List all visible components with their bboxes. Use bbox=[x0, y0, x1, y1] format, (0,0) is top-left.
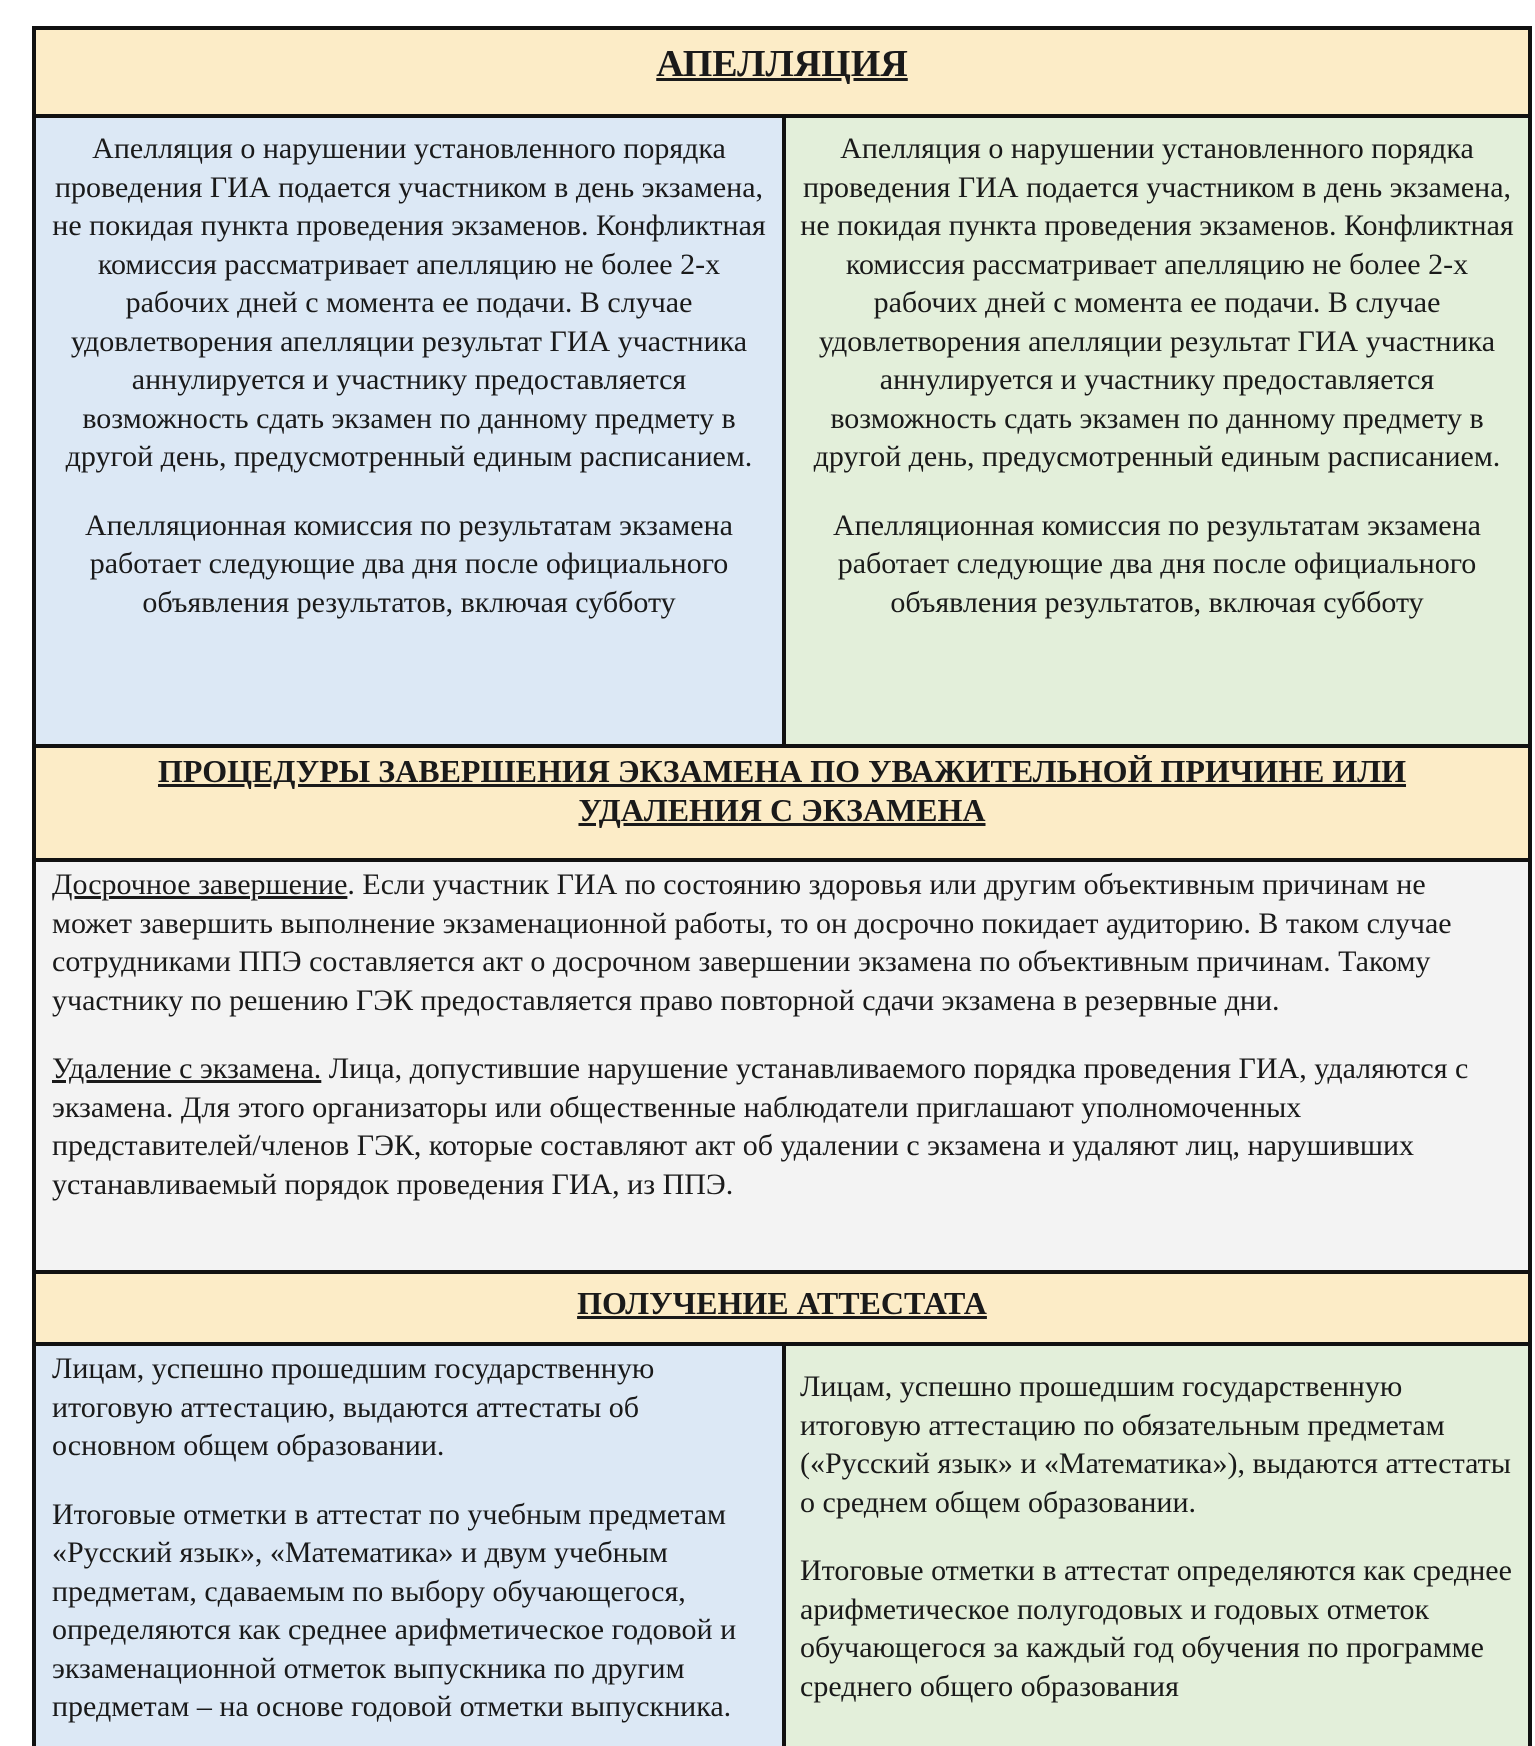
divider bbox=[782, 1346, 786, 1746]
removal-text: Лица, допустившие нарушение устанавливаемого порядка проведения ГИА, удаляются с экзамена. Для этого организаторы или общественные наблюдатели приглашают уполномоченных представителей/членов ГЭК, которые составляют акт об удалении с экзамена и удаляют лиц, нарушивших устанавливаемый порядок проведения ГИА, из ППЭ. bbox=[52, 1052, 1469, 1201]
procedures-cell bbox=[36, 862, 1528, 1274]
removal-label: Удаление с экзамена. bbox=[52, 1052, 322, 1085]
appeal-left-cell bbox=[36, 118, 782, 748]
divider bbox=[782, 118, 786, 748]
appeal-header bbox=[36, 30, 1528, 118]
appeal-left-paragraph-2: Апелляционная комиссия по результатам экзамена работает следующие два дня после официального объявления результатов, включая субботу bbox=[85, 508, 733, 619]
removal-paragraph bbox=[52, 1050, 1512, 1204]
info-table bbox=[32, 26, 1532, 1746]
certificate-left-paragraph-2: Итоговые отметки в аттестат по учебным предметам «Русский язык», «Математика» и двум учебным предметам, сдаваемым по выбору обучающегося, определяются как среднее арифметическое годовой и экзаменационной отметок выпускника по другим предметам – на основе годовой отметки выпускника. bbox=[52, 1497, 737, 1723]
certificate-right-cell bbox=[786, 1346, 1528, 1746]
certificate-right-paragraph-1: Лицам, успешно прошедшим государственную итоговую аттестацию по обязательным предметам («Русский язык» и «Математика»), выдаются аттестаты о среднем общем образовании. bbox=[800, 1370, 1511, 1519]
early-completion-label: Досрочное завершение bbox=[52, 868, 348, 901]
early-completion-text: . Если участник ГИА по состоянию здоровья или другим объективным причинам не может завершить выполнение экзаменационной работы, то он досрочно покидает аудиторию. В таком случае сотрудниками ППЭ составляется акт о досрочном завершении экзамена по объективным причинам. Такому участнику по решению ГЭК предоставляется право повторной сдачи экзамена в резервные дни. bbox=[52, 868, 1452, 1017]
certificate-left-paragraph-1: Лицам, успешно прошедшим государственную итоговую аттестацию, выдаются аттестаты об основном общем образовании. bbox=[52, 1352, 655, 1462]
appeal-left-paragraph-1: Апелляция о нарушении установленного порядка проведения ГИА подается участником в день экзамена, не покидая пункта проведения экзаменов. Конфликтная комиссия рассматривает апелляцию не более 2-х рабочих дней с момента ее подачи. В случае удовлетворения апелляции результат ГИА участника аннулируется и участнику предоставляется возможность сдать экзамен по данному предмету в другой день, предусмотренный единым расписанием. bbox=[52, 132, 766, 473]
certificate-left-cell bbox=[36, 1346, 782, 1746]
appeal-right-cell bbox=[786, 118, 1528, 748]
procedures-header bbox=[36, 748, 1528, 858]
early-completion-paragraph bbox=[52, 866, 1512, 1020]
certificate-header bbox=[36, 1274, 1528, 1346]
appeal-right-paragraph-1: Апелляция о нарушении установленного порядка проведения ГИА подается участником в день экзамена, не покидая пункта проведения экзаменов. Конфликтная комиссия рассматривает апелляцию не более 2-х рабочих дней с момента ее подачи. В случае удовлетворения апелляции результат ГИА участника аннулируется и участнику предоставляется возможность сдать экзамен по данному предмету в другой день, предусмотренный единым расписанием. bbox=[800, 132, 1514, 473]
appeal-title: АПЕЛЛЯЦИЯ bbox=[656, 43, 908, 85]
procedures-title: ПРОЦЕДУРЫ ЗАВЕРШЕНИЯ ЭКЗАМЕНА ПО УВАЖИТЕЛЬНОЙ ПРИЧИНЕ ИЛИ УДАЛЕНИЯ С ЭКЗАМЕНА bbox=[157, 753, 1407, 828]
certificate-title: ПОЛУЧЕНИЕ АТТЕСТАТА bbox=[577, 1285, 987, 1321]
appeal-right-paragraph-2: Апелляционная комиссия по результатам экзамена работает следующие два дня после официального объявления результатов, включая субботу bbox=[833, 508, 1481, 619]
certificate-right-paragraph-2: Итоговые отметки в аттестат определяются как среднее арифметическое полугодовых и годовых отметок обучающегося за каждый год обучения по программе среднего общего образования bbox=[800, 1554, 1512, 1703]
